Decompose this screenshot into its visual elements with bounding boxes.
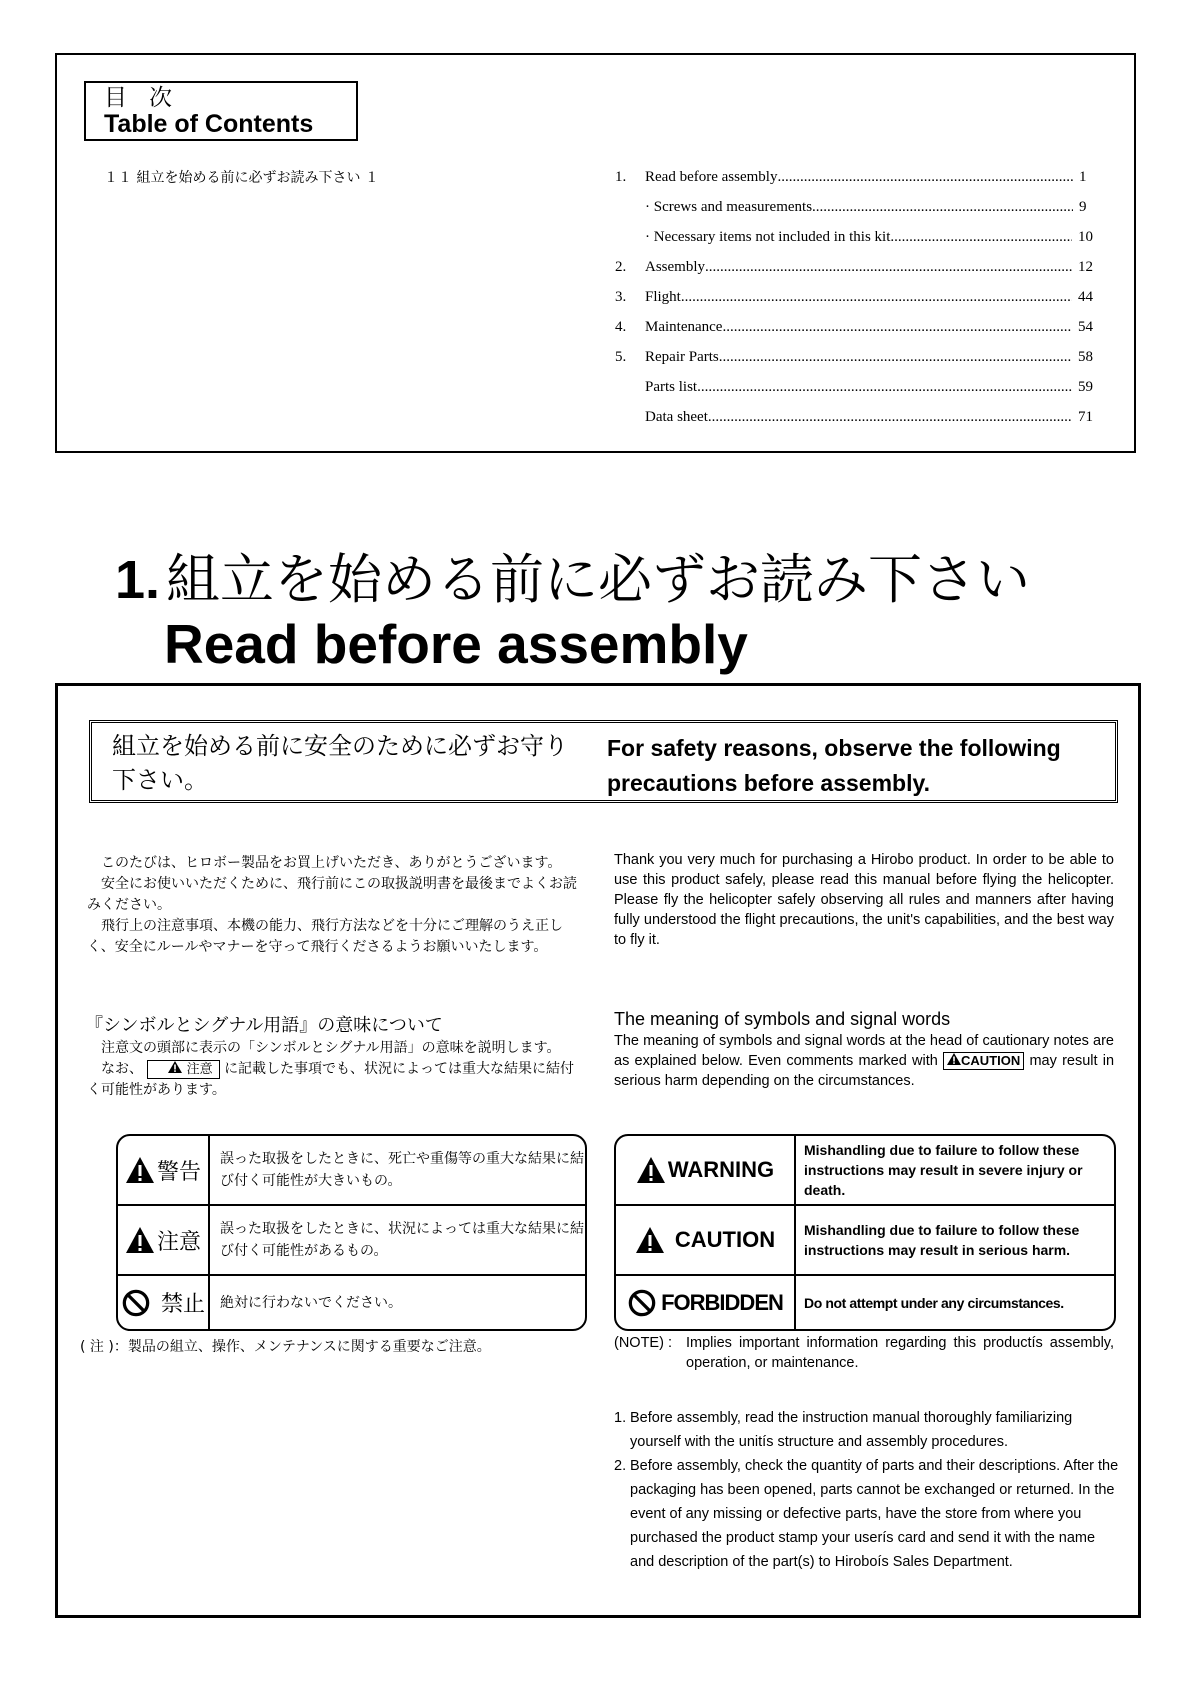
toc-entry-page: 9 (1079, 199, 1087, 215)
warning-triangle-icon (125, 1156, 155, 1184)
toc-title-en: Table of Contents (104, 110, 314, 138)
symbols-title-jp: 『シンボルとシグナル用語』の意味について (85, 1015, 443, 1036)
symbol-row-caution (616, 1206, 1114, 1276)
symbol-label: CAUTION (674, 1227, 776, 1252)
toc-entry-page: 1 (1079, 169, 1087, 185)
intro-jp-p2: 安全にお使いいただくために、飛行前にこの取扱説明書を最後までよくお読みください。 (87, 876, 577, 913)
caution-triangle-icon (125, 1226, 155, 1254)
toc-entry-number: 4. (615, 319, 627, 335)
toc-leader-dots (777, 167, 1073, 197)
symbols-desc-jp-1: 注意文の頭部に表示の「シンボルとシグナル用語」の意味を説明します。 (101, 1040, 561, 1056)
toc-entry (615, 257, 1093, 287)
list-item-text: Before assembly, read the instruction manual thoroughly familiarizing yourself with the unitís structure and assembly procedures. (630, 1410, 1073, 1450)
toc-entry-page: 54 (1078, 319, 1093, 335)
symbol-text: Mishandling due to failure to follow these instructions may result in severe injury or death. (804, 1142, 1083, 1198)
warning-triangle-icon (636, 1156, 666, 1184)
symbol-label: 警告 (156, 1159, 201, 1185)
toc-entry-label: Read before assembly (645, 169, 778, 185)
toc-entry-label: Parts list (645, 379, 698, 395)
toc-entry-number: 5. (615, 349, 627, 365)
toc-list (615, 167, 1093, 437)
toc-entry-number (615, 407, 645, 437)
symbols-desc-en-2: may result in serious harm depending on the circumstances. (614, 1053, 1115, 1089)
toc-entry-number (615, 377, 645, 407)
toc-entry-number (615, 197, 645, 227)
toc-entry-page: 59 (1078, 379, 1093, 395)
toc-entry-page: 44 (1078, 289, 1093, 305)
symbol-row-caution (118, 1206, 585, 1276)
toc-entry-number: 1. (615, 169, 627, 185)
toc-entry-label: Assembly (645, 259, 705, 275)
toc-leader-dots (705, 257, 1072, 287)
toc-entry-number: 3. (615, 289, 627, 305)
symbol-row-warning (118, 1136, 585, 1206)
prohibited-icon (121, 1289, 151, 1317)
toc-entry-number: 2. (615, 259, 627, 275)
symbol-label: 注意 (156, 1229, 201, 1255)
toc-entry (615, 287, 1093, 317)
section-title-jp: 組立を始める前に必ずお読み下さい (166, 548, 1031, 611)
list-item-number: 2. (614, 1458, 627, 1474)
toc-title (84, 81, 358, 141)
toc-entry-page: 10 (1078, 229, 1093, 245)
toc-entry-label: Maintenance (645, 319, 723, 335)
caution-chip-jp: 注意 (147, 1060, 219, 1079)
toc-entry-page: 12 (1078, 259, 1093, 275)
symbol-label: FORBIDDEN (661, 1289, 783, 1315)
list-item-text: Before assembly, check the quantity of parts and their descriptions. After the packaging has been opened, parts cannot be exchanged or returned. In the event of any missing or defective parts, have the store from where you purchased the product stamp your userís card and send it with the name and description of the part(s) to Hiroboís Sales Department. (630, 1458, 1119, 1570)
intro-jp-p1: このたびは、ヒロボー製品をお買上げいただき、ありがとうございます。 (101, 855, 562, 871)
note-jp: ( 注 )：製品の組立、操作、メンテナンスに関する重要なご注意。 (80, 1339, 491, 1355)
list-item (614, 1406, 1119, 1454)
toc-leader-dots (681, 287, 1072, 317)
symbol-text: 誤った取扱をしたときに、死亡や重傷等の重大な結果に結び付く可能性が大きいもの。 (220, 1151, 584, 1189)
symbol-label: WARNING (667, 1157, 775, 1182)
symbols-desc-jp (87, 1038, 587, 1101)
caution-chip-en: CAUTION (943, 1052, 1024, 1070)
toc-leader-dots (719, 347, 1072, 377)
toc-entry-number (615, 227, 645, 257)
symbol-text: 絶対に行わないでください。 (220, 1294, 402, 1311)
toc-leader-dots (890, 227, 1072, 257)
safety-section (55, 683, 1141, 1618)
toc-leader-dots (708, 407, 1072, 437)
safety-banner (89, 720, 1118, 803)
toc-entry (615, 317, 1093, 347)
toc-entry-label: · Screws and measurements (645, 199, 813, 215)
prohibited-icon (627, 1289, 657, 1317)
symbols-title-en: The meaning of symbols and signal words (614, 1009, 951, 1029)
section-title-en: Read before assembly (164, 613, 748, 675)
note-en-label: (NOTE) : (614, 1335, 672, 1351)
toc-entry (615, 407, 1093, 437)
symbols-desc-jp-2a: なお、 (101, 1061, 143, 1077)
toc-leader-dots (697, 377, 1072, 407)
toc-title-jp: 目次 (104, 85, 194, 111)
toc-entry-label: Repair Parts (645, 349, 719, 365)
list-item-number: 1. (614, 1410, 627, 1426)
toc-entry-label: Flight (645, 289, 681, 305)
symbols-desc-en (614, 1031, 1114, 1091)
note-en (614, 1333, 1114, 1373)
symbol-row-forbidden (616, 1276, 1114, 1329)
toc-jp-entry: １１ 組立を始める前に必ずお読み下さい １ (104, 170, 379, 186)
symbols-desc-jp-2b: に記載した事項でも、状況によっては重大な結果に結付く可能性があります。 (87, 1061, 575, 1098)
safety-banner-en: For safety reasons, observe the following precautions before assembly. (607, 735, 1061, 796)
toc-entry-page: 71 (1078, 409, 1093, 425)
symbol-text: Do not attempt under any circumstances. (804, 1294, 1064, 1311)
warning-triangle-icon (947, 1053, 961, 1065)
toc-entry (615, 167, 1093, 197)
toc-leader-dots (812, 197, 1073, 227)
note-en-text: Implies important information regarding this productís assembly, operation, or maintenance. (686, 1335, 1114, 1371)
symbol-text: Mishandling due to failure to follow these instructions may result in serious harm. (804, 1222, 1080, 1258)
symbol-row-forbidden (118, 1276, 585, 1329)
intro-jp-p3: 飛行上の注意事項、本機の能力、飛行方法などを十分にご理解のうえ正しく、安全にルールやマナーを守って飛行くださるようお願いいたします。 (87, 918, 563, 955)
toc-leader-dots (722, 317, 1072, 347)
toc-section (55, 53, 1136, 453)
symbol-table-en (614, 1134, 1116, 1331)
toc-entry-page: 58 (1078, 349, 1093, 365)
toc-entry (615, 227, 1093, 257)
symbol-label: 禁止 (160, 1292, 205, 1317)
toc-entry (615, 197, 1093, 227)
intro-en: Thank you very much for purchasing a Hirobo product. In order to be able to use this product safely, please read this manual before flying the helicopter. Please fly the helicopter safely observing all rules and manners after having fully understood the flight precautions, the unit's capabilities, and the best way to fly it. (614, 852, 1114, 948)
symbol-text: 誤った取扱をしたときに、状況によっては重大な結果に結び付く可能性があるもの。 (220, 1221, 584, 1259)
symbol-row-warning (616, 1136, 1114, 1206)
section-number: 1. (115, 550, 161, 610)
symbols-desc-en-1: The meaning of symbols and signal words at the head of cautionary notes are as explained below. Even comments marked with (614, 1033, 1114, 1069)
section-heading (115, 548, 1030, 676)
warning-triangle-icon (168, 1061, 182, 1073)
safety-banner-jp: 組立を始める前に安全のために必ずお守り下さい。 (112, 732, 568, 794)
toc-entry-label: Data sheet (645, 409, 708, 425)
list-item (614, 1454, 1119, 1574)
symbol-table-jp (116, 1134, 587, 1331)
toc-entry-label: · Necessary items not included in this kit (645, 229, 891, 245)
caution-triangle-icon (635, 1226, 665, 1254)
toc-entry (615, 347, 1093, 377)
precautions-list (614, 1406, 1119, 1574)
intro-jp (87, 853, 587, 958)
toc-entry (615, 377, 1093, 407)
